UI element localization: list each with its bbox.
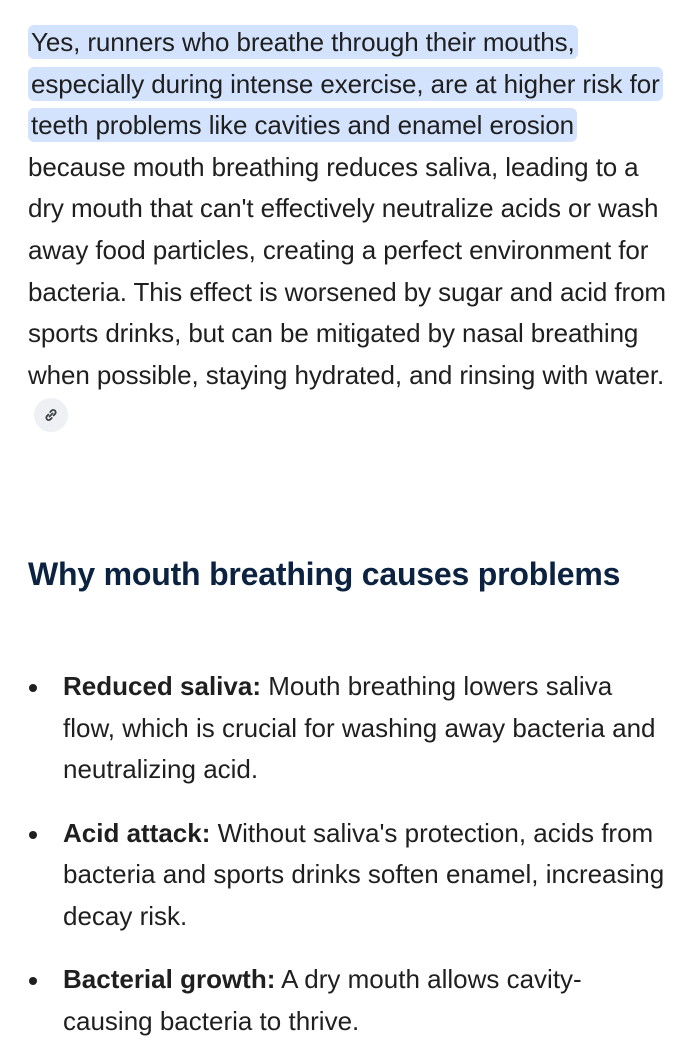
- bullet-term: Bacterial growth:: [63, 964, 276, 994]
- answer-body-text: because mouth breathing reduces saliva, leading to a dry mouth that can't effectively neutralize acids or wash away food particles, creating a perfect environment for bacteria. This effect is worsened by sugar and acid from sports drinks, but can be mitigated by nasal breathing when possible, staying hydrated, and rinsing with water.: [28, 151, 666, 390]
- bullet-dot: [29, 831, 37, 839]
- section-heading: Why mouth breathing causes problems: [28, 556, 621, 592]
- link-icon: [42, 406, 60, 424]
- list-item: [28, 666, 668, 791]
- bullet-text: A dry mouth allows cavity-causing bacteria to thrive.: [63, 964, 582, 1036]
- answer-paragraph: [28, 22, 668, 438]
- bullet-dot: [29, 977, 37, 985]
- bullet-term: Reduced saliva:: [63, 671, 261, 701]
- bullet-text: Mouth breathing lowers saliva flow, which is crucial for washing away bacteria and neutralizing acid.: [63, 671, 656, 784]
- reasons-list: [28, 666, 668, 1064]
- ai-answer-panel: [28, 22, 668, 1036]
- list-item: [28, 813, 668, 938]
- source-link-button[interactable]: [34, 398, 68, 432]
- bullet-term: Acid attack:: [63, 817, 211, 848]
- bullet-text: Without saliva's protection, acids from bacteria and sports drinks soften enamel, increasing decay risk.: [63, 817, 665, 931]
- list-item: [28, 959, 668, 1042]
- bullet-dot: [29, 684, 37, 692]
- highlighted-answer-text[interactable]: Yes, runners who breathe through their mouths, especially during intense exercise, are at higher risk for teeth problems like cavities and enamel erosion: [28, 25, 663, 142]
